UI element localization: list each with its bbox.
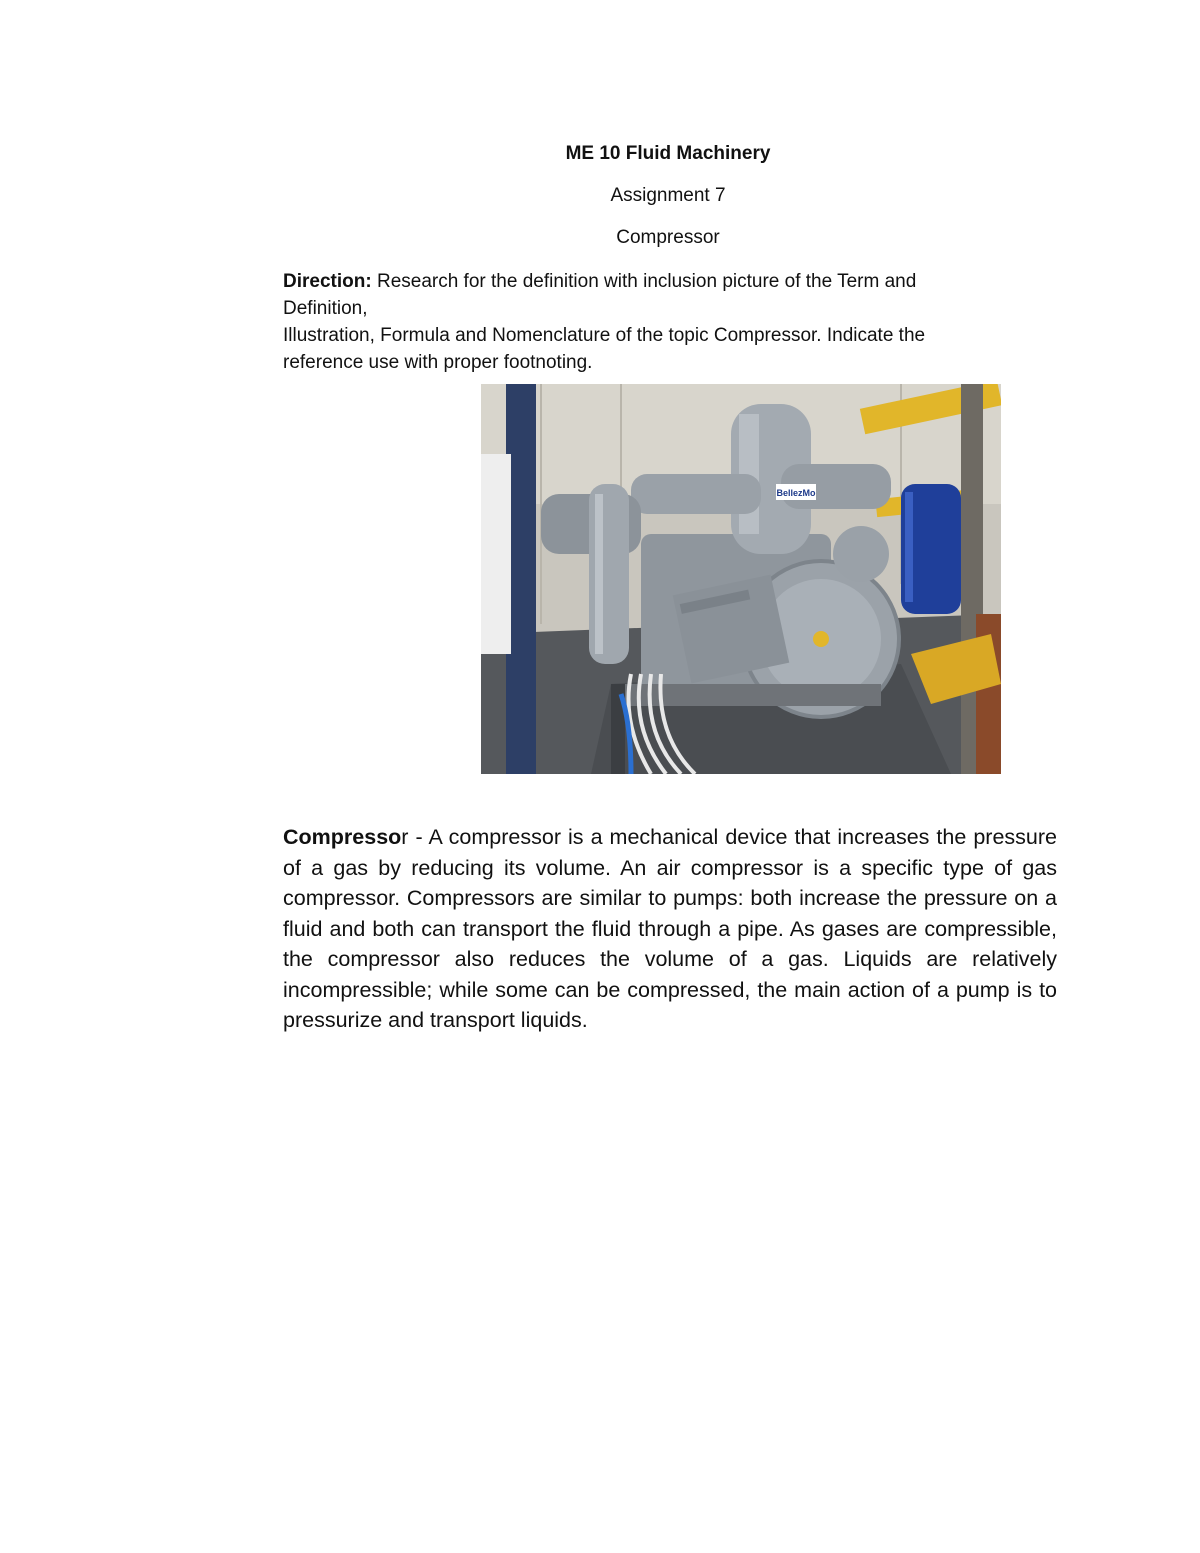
nameplate-text: BellezMo <box>776 488 816 498</box>
direction-line-4: reference use with proper footnoting. <box>283 352 593 373</box>
compressor-photo-illustration <box>481 384 1001 774</box>
definition-term: Compresso <box>283 825 402 849</box>
direction-line-1 <box>283 268 1023 295</box>
direction-paragraph <box>283 268 1023 376</box>
direction-line-2: Definition, <box>283 298 368 319</box>
direction-text-1: Research for the definition with inclusion picture of the Term and <box>371 271 917 292</box>
definition-body: - A compressor is a mechanical device that increases the pressure of a gas by reducing its volume. An air compressor is a specific type of gas compressor. Compressors are similar to pumps: both increase the pressure on a fluid and both can transport the fluid through a pipe. As gases are compressible, the compressor also reduces the volume of a gas. Liquids are relatively incompressible; while some can be compressed, the main action of a pump is to pressurize and transport liquids. <box>283 825 1057 1032</box>
definition-paragraph <box>283 822 1057 1036</box>
document-title: ME 10 Fluid Machinery <box>565 143 771 164</box>
direction-label: Direction: <box>283 271 372 292</box>
direction-line-3: Illustration, Formula and Nomenclature of the topic Compressor. Indicate the <box>283 325 926 346</box>
compressor-photo <box>481 384 1001 774</box>
assignment-label: Assignment 7 <box>610 185 726 206</box>
definition-term-end: r <box>401 825 409 849</box>
topic-label: Compressor <box>616 227 720 248</box>
